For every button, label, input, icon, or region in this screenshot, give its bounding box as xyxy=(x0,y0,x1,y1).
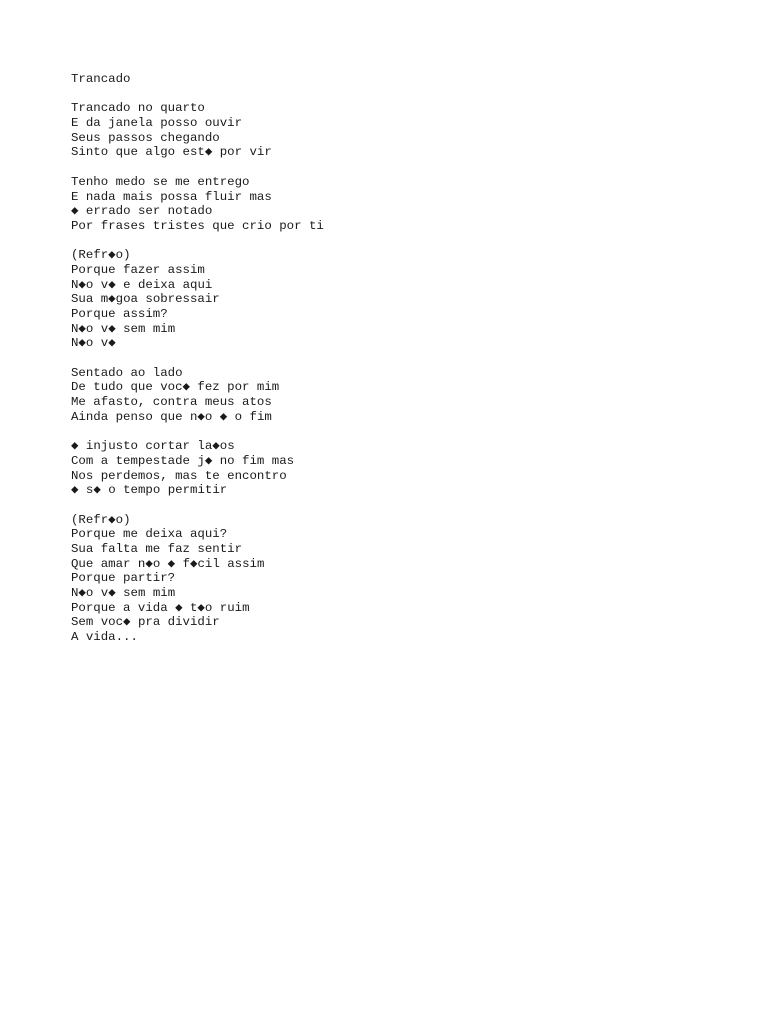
lyric-line: Com a tempestade j◆ no fim mas xyxy=(71,453,295,468)
lyric-line: Sua falta me faz sentir xyxy=(71,542,243,557)
document-page xyxy=(71,72,731,645)
lyric-line: E nada mais possa fluir mas xyxy=(71,189,272,204)
stanza-5 xyxy=(71,439,731,498)
lyric-line: N◆o v◆ e deixa aqui xyxy=(71,277,213,292)
lyric-line: Porque a vida ◆ t◆o ruim xyxy=(71,600,250,615)
stanza-1 xyxy=(71,101,731,160)
lyric-line: Tenho medo se me entrego xyxy=(71,174,250,189)
song-title: Trancado xyxy=(71,72,131,86)
lyric-line: N◆o v◆ sem mim xyxy=(71,321,176,336)
lyric-line: Sentado ao lado xyxy=(71,365,183,380)
lyric-line: Sem voc◆ pra dividir xyxy=(71,615,220,630)
lyric-line: Sua m◆goa sobressair xyxy=(71,292,220,307)
lyric-line: ◆ injusto cortar la◆os xyxy=(71,439,235,454)
lyric-line: Ainda penso que n◆o ◆ o fim xyxy=(71,409,272,424)
lyric-line: (Refr◆o) xyxy=(71,512,131,527)
stanza-6-chorus xyxy=(71,513,731,645)
lyric-line: N◆o v◆ sem mim xyxy=(71,586,176,601)
lyric-line: ◆ s◆ o tempo permitir xyxy=(71,483,228,498)
lyric-line: Porque partir? xyxy=(71,571,176,586)
lyric-line: Nos perdemos, mas te encontro xyxy=(71,468,287,483)
lyric-line: ◆ errado ser notado xyxy=(71,204,213,219)
lyric-line: A vida... xyxy=(71,630,138,645)
lyric-line: Porque assim? xyxy=(71,307,168,322)
lyric-line: Seus passos chegando xyxy=(71,130,220,145)
lyric-line: Sinto que algo est◆ por vir xyxy=(71,145,272,160)
lyric-line: E da janela posso ouvir xyxy=(71,116,243,131)
lyric-line: Porque fazer assim xyxy=(71,262,205,277)
lyric-line: Que amar n◆o ◆ f◆cil assim xyxy=(71,556,265,571)
lyric-line: De tudo que voc◆ fez por mim xyxy=(71,380,280,395)
stanza-2 xyxy=(71,175,731,234)
stanza-3-chorus xyxy=(71,248,731,351)
lyric-line: Trancado no quarto xyxy=(71,101,205,116)
lyric-line: Me afasto, contra meus atos xyxy=(71,395,272,410)
lyric-line: N◆o v◆ xyxy=(71,336,116,351)
lyric-line: Porque me deixa aqui? xyxy=(71,527,228,542)
lyric-line: (Refr◆o) xyxy=(71,248,131,263)
stanza-4 xyxy=(71,366,731,425)
lyric-line: Por frases tristes que crio por ti xyxy=(71,218,324,233)
